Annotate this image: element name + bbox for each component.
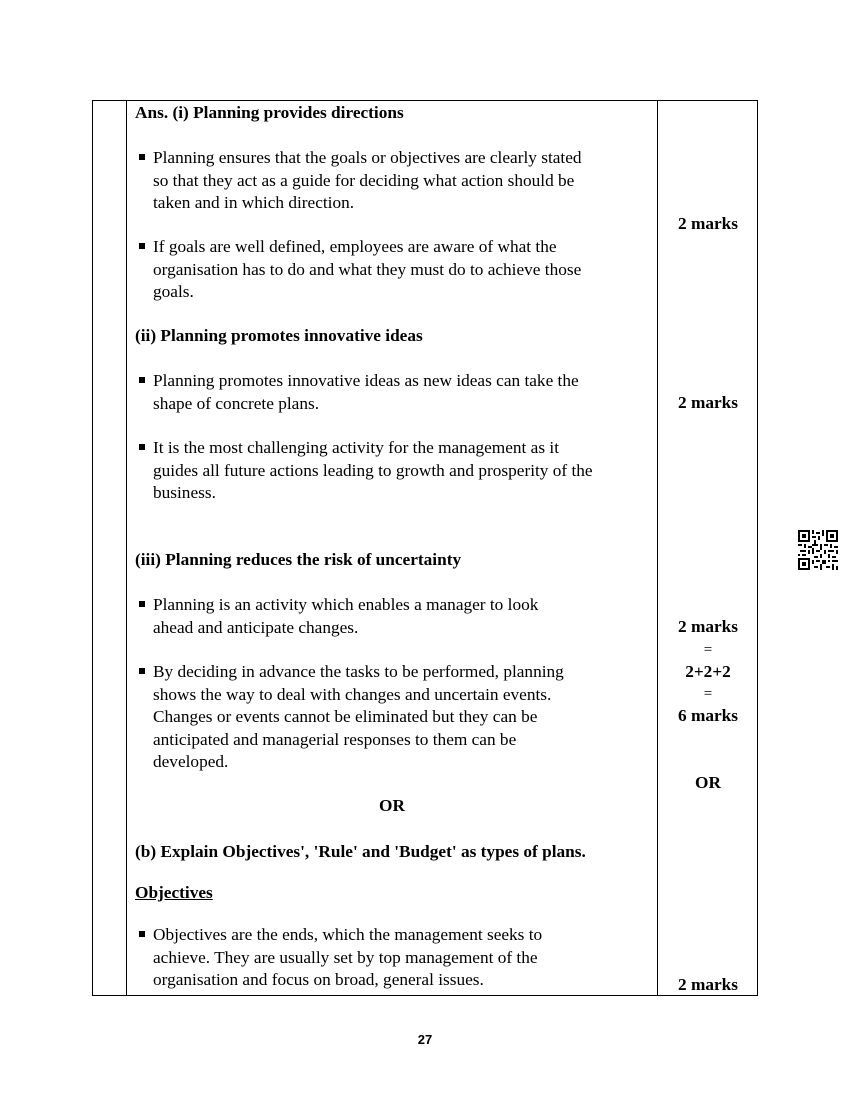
- equals-sign-2: =: [703, 686, 713, 702]
- section-iii-heading: (iii) Planning reduces the risk of uncertainty: [135, 550, 462, 569]
- question-number-column: [93, 101, 127, 995]
- marks-sum: 2+2+2: [685, 662, 731, 681]
- bullet-icon: [139, 668, 145, 674]
- answer-table: [92, 100, 758, 996]
- bullet-icon: [139, 377, 145, 383]
- section-i-heading: Ans. (i) Planning provides directions: [135, 103, 404, 122]
- page-number: 27: [417, 1032, 433, 1047]
- or-separator: OR: [379, 796, 405, 815]
- section-ii-marks: 2 marks: [677, 393, 738, 412]
- total-marks: 6 marks: [677, 706, 738, 725]
- section-ii-heading: (ii) Planning promotes innovative ideas: [135, 326, 423, 345]
- bullet-icon: [139, 154, 145, 160]
- objectives-marks: 2 marks: [677, 975, 738, 994]
- bullet-icon: [139, 931, 145, 937]
- part-b-question: (b) Explain Objectives', 'Rule' and 'Budget' as types of plans.: [135, 842, 586, 861]
- objectives-heading: Objectives: [135, 883, 213, 902]
- marks-column: [657, 101, 758, 995]
- or-marks: OR: [695, 773, 721, 792]
- bullet-icon: [139, 444, 145, 450]
- answer-column: Ans. (i) Planning provides directions Planning ensures that the goals or objectives are clearly stated so that they act as a guide for deciding what action should be taken and in which direction. If goals are well defined, employees are aware of what the organisation has to do and what they must do to achieve those goals. (ii) Planning promotes innovative ideas Planning promotes innovative ideas as new ideas can take the shape of concrete plans. It is the most challenging activity for the management as it guides all future actions leading to growth and prosperity of the business. (iii) Planning reduces the risk of uncertainty Planning is an activity which enables a manager to look ahead and anticipate changes. By deciding in advance the tasks to be performed, planning shows the way to deal with changes and uncertain events. Changes or events cannot be eliminated but they can be anticipated and managerial responses to them can be developed. OR (b) Explain Objectives', 'Rule' and 'Budget' as types of plans. Objectives Objectives are the ends, which the management seeks to achieve. They are usually set by top management of the organisation and focus on broad, general issues.: [127, 101, 657, 995]
- bullet-icon: [139, 243, 145, 249]
- section-i-marks: 2 marks: [677, 214, 738, 233]
- qr-code-icon: [798, 530, 838, 570]
- section-iii-marks: 2 marks: [677, 617, 738, 636]
- equals-sign-1: =: [703, 642, 713, 658]
- bullet-icon: [139, 601, 145, 607]
